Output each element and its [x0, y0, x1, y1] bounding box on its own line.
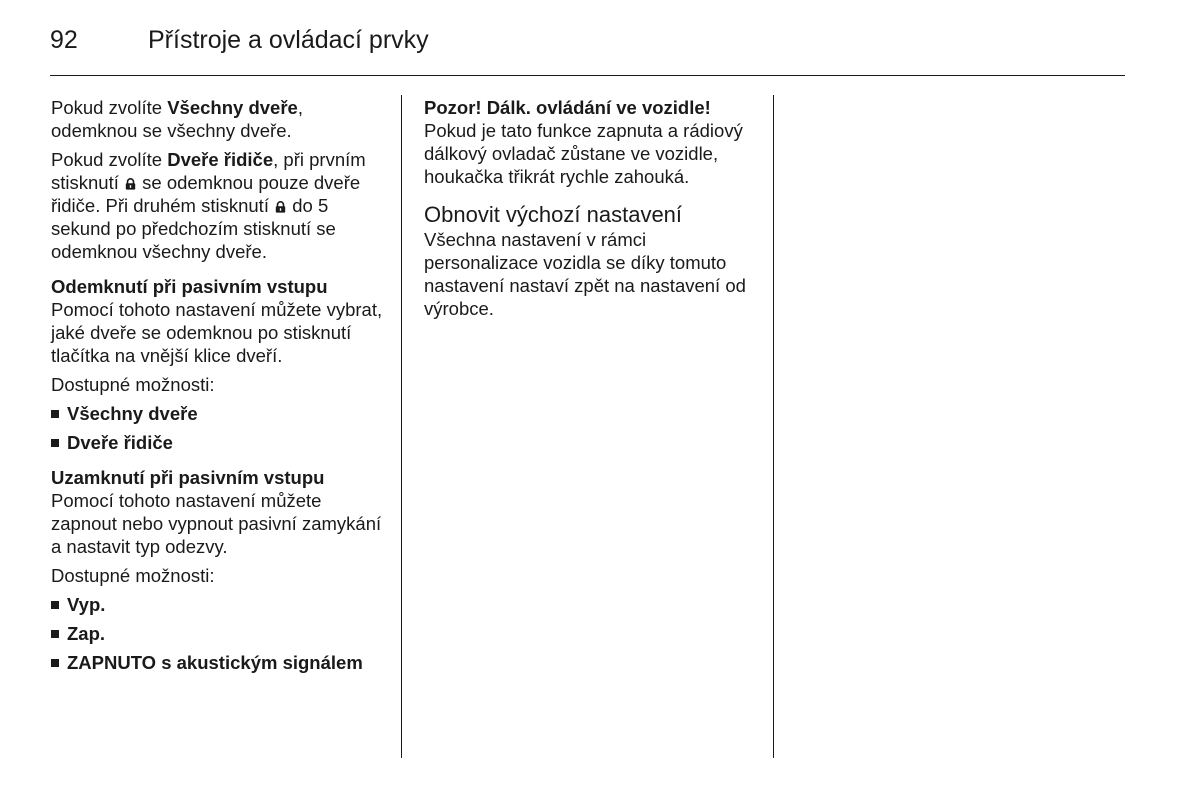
section-heading: Obnovit výchozí nastavení — [424, 202, 683, 227]
bullet-icon — [51, 439, 59, 447]
left-column — [51, 96, 391, 680]
bullet-icon — [51, 659, 59, 667]
column-divider — [773, 95, 774, 758]
paragraph — [51, 148, 391, 263]
paragraph-text: , odemknou se všechny dveře. — [51, 97, 303, 141]
option-name: Dveře řidiče — [167, 149, 274, 170]
options-label: Dostupné možnosti: — [51, 565, 215, 586]
list-item — [51, 402, 391, 425]
paragraph-text: Pokud zvolíte — [51, 97, 168, 118]
section-heading: Uzamknutí při pasivním vstupu — [51, 467, 325, 488]
option-label: Všechny dveře — [67, 403, 198, 424]
paragraph-text: , při prvním stisknutí — [51, 149, 366, 193]
options-label: Dostupné možnosti: — [51, 374, 215, 395]
paragraph-text: do 5 sekund po předchozím stisknutí se odemknou všechny dveře. — [51, 195, 336, 262]
paragraph-text: se odemknou pouze dveře řidiče. Při druhém stisknutí — [51, 172, 361, 216]
page-title: Přístroje a ovládací prvky — [148, 26, 429, 54]
middle-column — [424, 96, 764, 326]
option-name: Všechny dveře — [167, 97, 298, 118]
options-list — [51, 593, 391, 674]
option-label: Zap. — [67, 623, 106, 644]
paragraph: Všechna nastavení v rámci personalizace vozidla se díky tomuto nastavení nastaví zpět na nastavení od výrobce. — [424, 229, 746, 319]
option-label: Vyp. — [67, 594, 106, 615]
list-item — [51, 431, 391, 454]
lock-icon — [125, 178, 136, 190]
section-heading: Odemknutí při pasivním vstupu — [51, 276, 328, 297]
page-number: 92 — [50, 26, 78, 54]
options-list — [51, 402, 391, 454]
header-rule — [50, 75, 1125, 76]
column-divider — [401, 95, 402, 758]
paragraph — [51, 96, 391, 142]
option-label: Dveře řidiče — [67, 432, 173, 453]
list-item — [51, 651, 391, 674]
bullet-icon — [51, 601, 59, 609]
list-item — [51, 593, 391, 616]
paragraph-text: Pokud zvolíte — [51, 149, 168, 170]
paragraph: Pomocí tohoto nastavení můžete zapnout nebo vypnout pasivní zamykání a nastavit typ odezvy. — [51, 490, 382, 557]
bullet-icon — [51, 410, 59, 418]
lock-icon — [275, 201, 286, 213]
paragraph: Pokud je tato funkce zapnuta a rádiový dálkový ovladač zůstane ve vozidle, houkačka třikrát rychle zahouká. — [424, 120, 743, 187]
bullet-icon — [51, 630, 59, 638]
paragraph: Pomocí tohoto nastavení můžete vybrat, jaké dveře se odemknou po stisknutí tlačítka na vnější klice dveří. — [51, 299, 383, 366]
option-label: ZAPNUTO s akustickým signálem — [67, 652, 363, 673]
section-heading: Pozor! Dálk. ovládání ve vozidle! — [424, 97, 711, 118]
list-item — [51, 622, 391, 645]
